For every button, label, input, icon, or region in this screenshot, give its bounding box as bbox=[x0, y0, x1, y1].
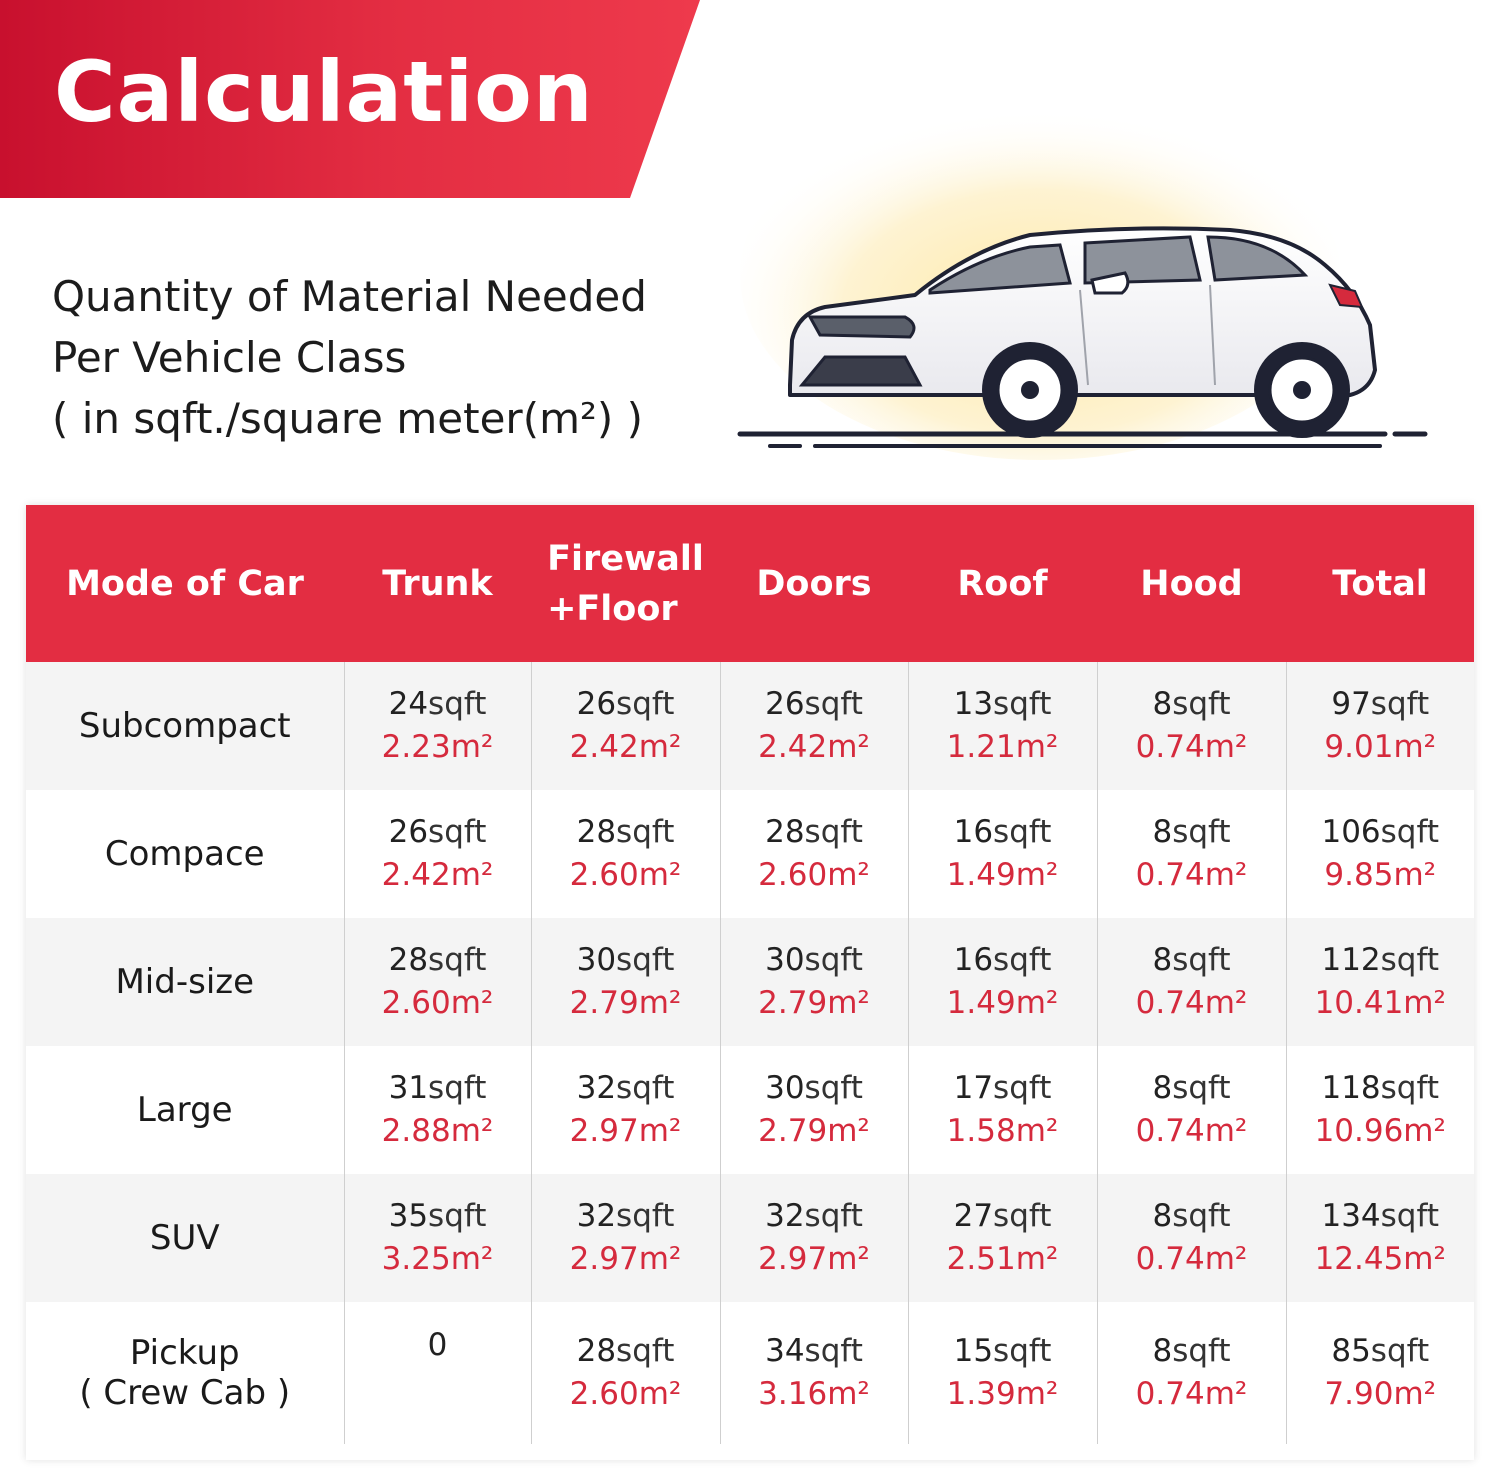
sqft-value bbox=[909, 811, 1097, 853]
sqft-number: 28 bbox=[765, 814, 805, 850]
cell-trunk bbox=[344, 662, 531, 790]
cell-firewall-floor bbox=[531, 1174, 720, 1302]
m2-value: 1.39m² bbox=[946, 1376, 1059, 1412]
m2-value: 2.23m² bbox=[381, 729, 494, 765]
sqft-unit: sqft bbox=[428, 814, 487, 850]
sqft-unit: sqft bbox=[804, 1333, 863, 1369]
cell-trunk bbox=[344, 918, 531, 1046]
sqft-value bbox=[721, 1330, 908, 1372]
sqft-value bbox=[532, 1067, 720, 1109]
sqft-number: 32 bbox=[576, 1070, 617, 1106]
m2-value: 2.79m² bbox=[758, 1113, 870, 1149]
cell-roof bbox=[908, 662, 1097, 790]
sqft-unit: sqft bbox=[616, 814, 675, 850]
sqft-value bbox=[345, 1067, 531, 1109]
cell-trunk bbox=[344, 790, 531, 918]
cell-trunk bbox=[344, 1174, 531, 1302]
cell-roof bbox=[908, 918, 1097, 1046]
m2-value: 2.97m² bbox=[569, 1113, 682, 1149]
m2-value: 2.97m² bbox=[569, 1241, 682, 1277]
sqft-number: 106 bbox=[1321, 814, 1381, 850]
sqft-unit: sqft bbox=[993, 1333, 1052, 1369]
cell-roof bbox=[908, 1046, 1097, 1174]
sqft-number: 15 bbox=[953, 1333, 994, 1369]
m2-value: 0.74m² bbox=[1135, 1113, 1248, 1149]
sqft-unit: sqft bbox=[804, 942, 863, 978]
m2-value: 9.85m² bbox=[1324, 857, 1437, 893]
header-doors: Doors bbox=[756, 563, 872, 604]
sqft-number: 8 bbox=[1152, 1070, 1173, 1106]
cell-total bbox=[1286, 1174, 1474, 1302]
row-label: Compace bbox=[104, 834, 265, 874]
sqft-unit: sqft bbox=[804, 814, 863, 850]
cell-firewall-floor bbox=[531, 1046, 720, 1174]
m2-value: 7.90m² bbox=[1324, 1376, 1437, 1412]
sqft-number: 30 bbox=[576, 942, 617, 978]
sqft-number: 32 bbox=[576, 1198, 617, 1234]
cell-doors bbox=[720, 1302, 908, 1444]
cell-total bbox=[1286, 662, 1474, 790]
sqft-value bbox=[1098, 1067, 1286, 1109]
cell-hood bbox=[1097, 918, 1286, 1046]
sqft-unit: sqft bbox=[993, 1198, 1052, 1234]
cell-total bbox=[1286, 918, 1474, 1046]
cell-firewall-floor bbox=[531, 1302, 720, 1444]
row-label-line2: ( Crew Cab ) bbox=[79, 1373, 291, 1413]
sqft-unit: sqft bbox=[1172, 1198, 1231, 1234]
table-row-pickup bbox=[26, 1302, 1474, 1444]
sqft-unit: sqft bbox=[616, 1070, 675, 1106]
sqft-unit: sqft bbox=[1172, 686, 1231, 722]
sqft-number: 17 bbox=[953, 1070, 994, 1106]
m2-value: 2.42m² bbox=[569, 729, 682, 765]
sqft-number: 30 bbox=[765, 1070, 805, 1106]
header-firewall-line2: +Floor bbox=[547, 588, 678, 629]
m2-value: 2.60m² bbox=[381, 985, 494, 1021]
sqft-number: 8 bbox=[1152, 1198, 1173, 1234]
row-label: SUV bbox=[149, 1218, 220, 1258]
m2-value: 3.16m² bbox=[758, 1376, 870, 1412]
sqft-value bbox=[909, 1330, 1097, 1372]
sqft-number: 27 bbox=[953, 1198, 994, 1234]
sqft-value bbox=[721, 811, 908, 853]
header-roof: Roof bbox=[957, 563, 1048, 604]
header-trunk: Trunk bbox=[382, 563, 493, 604]
sqft-unit: sqft bbox=[804, 686, 863, 722]
sqft-number: 118 bbox=[1321, 1070, 1381, 1106]
sqft-number: 26 bbox=[388, 814, 429, 850]
m2-value: 1.49m² bbox=[946, 857, 1059, 893]
sqft-unit: sqft bbox=[804, 1198, 863, 1234]
cell-doors bbox=[720, 1046, 908, 1174]
sqft-number: 30 bbox=[765, 942, 805, 978]
sqft-value bbox=[1098, 939, 1286, 981]
sqft-number: 8 bbox=[1152, 814, 1173, 850]
sqft-number: 28 bbox=[576, 814, 617, 850]
cell-hood bbox=[1097, 790, 1286, 918]
sqft-number: 112 bbox=[1321, 942, 1381, 978]
m2-value: 3.25m² bbox=[381, 1241, 494, 1277]
sqft-value bbox=[1287, 1067, 1475, 1109]
material-table-grid bbox=[26, 505, 1474, 1444]
sqft-number: 26 bbox=[576, 686, 617, 722]
sqft-value bbox=[345, 939, 531, 981]
header-firewall-floor bbox=[531, 505, 720, 662]
sqft-unit: sqft bbox=[616, 1333, 675, 1369]
sqft-value bbox=[909, 683, 1097, 725]
table-row bbox=[26, 918, 1474, 1046]
table-header-row bbox=[26, 505, 1474, 662]
sqft-number: 31 bbox=[388, 1070, 429, 1106]
sqft-value bbox=[909, 1067, 1097, 1109]
m2-value: 2.60m² bbox=[569, 1376, 682, 1412]
cell-total bbox=[1286, 790, 1474, 918]
m2-value: 2.79m² bbox=[569, 985, 682, 1021]
sqft-value bbox=[532, 1330, 720, 1372]
sqft-value bbox=[1287, 683, 1475, 725]
sqft-value bbox=[1098, 683, 1286, 725]
sqft-number: 16 bbox=[953, 942, 994, 978]
row-label: Mid-size bbox=[115, 962, 255, 1002]
sqft-value bbox=[721, 683, 908, 725]
sqft-value bbox=[721, 939, 908, 981]
cell-hood bbox=[1097, 662, 1286, 790]
cell-value: 0 bbox=[427, 1327, 448, 1363]
m2-value: 1.49m² bbox=[946, 985, 1059, 1021]
m2-value: 2.97m² bbox=[758, 1241, 870, 1277]
cell-hood bbox=[1097, 1174, 1286, 1302]
front-wheel bbox=[982, 342, 1078, 438]
sqft-unit: sqft bbox=[993, 814, 1052, 850]
m2-value: 0.74m² bbox=[1135, 729, 1248, 765]
sqft-unit: sqft bbox=[616, 1198, 675, 1234]
sqft-value bbox=[721, 1067, 908, 1109]
sqft-unit: sqft bbox=[616, 942, 675, 978]
cell-trunk bbox=[344, 1302, 531, 1444]
sqft-number: 24 bbox=[388, 686, 429, 722]
sqft-value bbox=[721, 1195, 908, 1237]
sqft-value bbox=[1287, 811, 1475, 853]
m2-value: 2.88m² bbox=[381, 1113, 494, 1149]
m2-value: 2.79m² bbox=[758, 985, 870, 1021]
sqft-value bbox=[909, 939, 1097, 981]
sqft-number: 28 bbox=[576, 1333, 617, 1369]
sqft-number: 8 bbox=[1152, 1333, 1173, 1369]
subtitle bbox=[52, 266, 732, 449]
sqft-unit: sqft bbox=[993, 686, 1052, 722]
sqft-number: 8 bbox=[1152, 686, 1173, 722]
m2-value: 2.60m² bbox=[758, 857, 870, 893]
sqft-unit: sqft bbox=[1172, 942, 1231, 978]
sqft-unit: sqft bbox=[1172, 1333, 1231, 1369]
sqft-value bbox=[532, 683, 720, 725]
sqft-number: 97 bbox=[1331, 686, 1371, 722]
car-illustration bbox=[730, 85, 1450, 465]
table-row bbox=[26, 790, 1474, 918]
cell-firewall-floor bbox=[531, 662, 720, 790]
subtitle-line-3: ( in sqft./square meter(m²) ) bbox=[52, 394, 643, 443]
cell-doors bbox=[720, 1174, 908, 1302]
sqft-unit: sqft bbox=[616, 686, 675, 722]
sqft-value bbox=[1287, 939, 1475, 981]
m2-value: 1.58m² bbox=[946, 1113, 1059, 1149]
row-label bbox=[26, 1302, 344, 1444]
cell-trunk bbox=[344, 1046, 531, 1174]
sqft-unit: sqft bbox=[1370, 686, 1430, 722]
m2-value: 1.21m² bbox=[946, 729, 1059, 765]
sqft-number: 16 bbox=[953, 814, 994, 850]
sqft-number: 28 bbox=[388, 942, 429, 978]
cell-hood bbox=[1097, 1302, 1286, 1444]
m2-value: 2.60m² bbox=[569, 857, 682, 893]
sqft-unit: sqft bbox=[1172, 1070, 1231, 1106]
m2-value: 9.01m² bbox=[1324, 729, 1437, 765]
cell-firewall-floor bbox=[531, 790, 720, 918]
header-hood: Hood bbox=[1140, 563, 1243, 604]
sqft-number: 35 bbox=[388, 1198, 429, 1234]
sqft-number: 85 bbox=[1331, 1333, 1371, 1369]
row-label: Large bbox=[136, 1090, 233, 1130]
sqft-unit: sqft bbox=[428, 1198, 487, 1234]
cell-roof bbox=[908, 1174, 1097, 1302]
m2-value: 0.74m² bbox=[1135, 985, 1248, 1021]
sqft-value bbox=[345, 1195, 531, 1237]
sqft-value bbox=[1287, 1330, 1475, 1372]
row-label-line1: Pickup bbox=[129, 1333, 240, 1373]
subtitle-line-1: Quantity of Material Needed bbox=[52, 272, 647, 321]
sqft-value bbox=[532, 1195, 720, 1237]
cell-firewall-floor bbox=[531, 918, 720, 1046]
sqft-value bbox=[1098, 1330, 1286, 1372]
m2-value: 12.45m² bbox=[1314, 1241, 1446, 1277]
sqft-value bbox=[532, 811, 720, 853]
sqft-number: 134 bbox=[1321, 1198, 1381, 1234]
m2-value: 0.74m² bbox=[1135, 1241, 1248, 1277]
rear-wheel bbox=[1254, 342, 1350, 438]
sqft-unit: sqft bbox=[1172, 814, 1231, 850]
m2-value: 0.74m² bbox=[1135, 857, 1248, 893]
cell-hood bbox=[1097, 1046, 1286, 1174]
cell-doors bbox=[720, 918, 908, 1046]
sqft-number: 32 bbox=[765, 1198, 805, 1234]
sqft-value bbox=[909, 1195, 1097, 1237]
m2-value: 0.74m² bbox=[1135, 1376, 1248, 1412]
sqft-value bbox=[345, 683, 531, 725]
sqft-unit: sqft bbox=[1380, 814, 1440, 850]
sqft-unit: sqft bbox=[428, 686, 487, 722]
cell-roof bbox=[908, 790, 1097, 918]
sqft-unit: sqft bbox=[993, 942, 1052, 978]
table-row bbox=[26, 1046, 1474, 1174]
sqft-value bbox=[1098, 1195, 1286, 1237]
sqft-unit: sqft bbox=[428, 1070, 487, 1106]
cell-doors bbox=[720, 662, 908, 790]
m2-value: 10.96m² bbox=[1314, 1113, 1446, 1149]
sqft-value bbox=[1098, 811, 1286, 853]
sqft-unit: sqft bbox=[1380, 942, 1440, 978]
sqft-value bbox=[1287, 1195, 1475, 1237]
table-row bbox=[26, 662, 1474, 790]
page-title: Calculation bbox=[54, 43, 594, 141]
cell-roof bbox=[908, 1302, 1097, 1444]
material-table bbox=[26, 505, 1474, 1460]
sqft-unit: sqft bbox=[1370, 1333, 1430, 1369]
m2-value: 2.51m² bbox=[946, 1241, 1059, 1277]
m2-value: 2.42m² bbox=[758, 729, 870, 765]
m2-value: 2.42m² bbox=[381, 857, 494, 893]
sqft-number: 13 bbox=[953, 686, 994, 722]
sqft-unit: sqft bbox=[428, 942, 487, 978]
sqft-value bbox=[532, 939, 720, 981]
cell-total bbox=[1286, 1302, 1474, 1444]
header-mode-of-car: Mode of Car bbox=[66, 563, 304, 604]
sqft-number: 34 bbox=[765, 1333, 805, 1369]
table-body bbox=[26, 662, 1474, 1444]
sqft-unit: sqft bbox=[1380, 1070, 1440, 1106]
subtitle-line-2: Per Vehicle Class bbox=[52, 333, 407, 382]
table-row bbox=[26, 1174, 1474, 1302]
row-label: Subcompact bbox=[78, 706, 291, 746]
header-firewall-line1: Firewall bbox=[547, 538, 704, 579]
sqft-unit: sqft bbox=[1380, 1198, 1440, 1234]
sqft-number: 26 bbox=[765, 686, 805, 722]
header-total: Total bbox=[1332, 563, 1428, 604]
sqft-value bbox=[345, 811, 531, 853]
sqft-unit: sqft bbox=[993, 1070, 1052, 1106]
sqft-unit: sqft bbox=[804, 1070, 863, 1106]
cell-doors bbox=[720, 790, 908, 918]
sqft-number: 8 bbox=[1152, 942, 1173, 978]
cell-total bbox=[1286, 1046, 1474, 1174]
m2-value: 10.41m² bbox=[1314, 985, 1446, 1021]
